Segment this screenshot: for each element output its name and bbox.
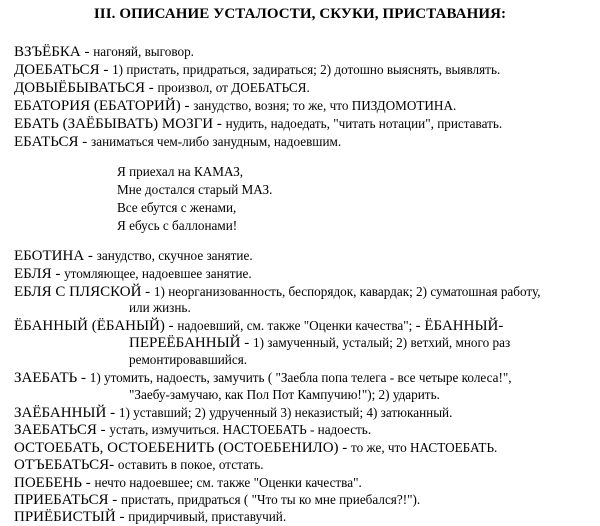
- entry-term: - ЁБАННЫЙ-: [415, 318, 504, 334]
- entry-term: ЗАЕБАТЬ -: [14, 370, 90, 386]
- dictionary-line: [14, 247, 253, 265]
- dictionary-line: [129, 386, 440, 403]
- dictionary-line: [14, 508, 286, 526]
- entry-term: ЕБЛЯ С ПЛЯСКОЙ -: [14, 284, 154, 300]
- entry-term: ЕБЛЯ -: [14, 266, 65, 282]
- entry-definition: произвол, от ДОЕБАТЬСЯ.: [157, 80, 310, 95]
- entry-definition: 1) утомить, надоесть, замучить ( "Заебла попа телега - все четыре колеса!",: [89, 370, 512, 385]
- dictionary-line: [129, 299, 191, 316]
- entry-term: ОТЪЕБАТЬСЯ-: [14, 457, 118, 473]
- entry-term: ПЕРЕЁБАННЫЙ -: [129, 335, 253, 351]
- poem-line: Я приехал на КАМАЗ,: [117, 164, 244, 179]
- entry-definition: 1) пристать, придраться, задираться; 2) дотошно выяснять, выявлять.: [112, 62, 501, 77]
- entry-definition: 1) замученный, усталый; 2) ветхий, много раз: [252, 335, 511, 350]
- entry-term: ПРИЕБАТЬСЯ -: [14, 492, 122, 508]
- entry-term: ЕБАТЬ (ЗАЁБЫВАТЬ) МОЗГИ -: [14, 116, 226, 132]
- dictionary-line: [14, 265, 252, 283]
- dictionary-line: [14, 439, 497, 457]
- entry-term: ЕБАТОРИЯ (ЕБАТОРИЙ) -: [14, 98, 194, 114]
- dictionary-line: [14, 404, 452, 422]
- poem-line: Все ебутся с женами,: [117, 200, 237, 215]
- entry-term: ПРИЁБИСТЫЙ -: [14, 509, 129, 525]
- dictionary-line: [14, 79, 310, 97]
- entry-definition: оставить в покое, отстать.: [117, 457, 264, 472]
- entry-definition: или жизнь.: [129, 300, 191, 315]
- entry-definition: нечто надоевшее; см. также "Оценки качества".: [94, 475, 362, 490]
- poem-line: Мне достался старый МАЗ.: [117, 182, 273, 197]
- entry-definition: заниматься чем-либо занудным, надоевшим.: [91, 134, 342, 149]
- entry-term: ПОЕБЕНЬ -: [14, 475, 95, 491]
- dictionary-line: [14, 474, 362, 492]
- entry-term: ОСТОЕБАТЬ, ОСТОЕБЕНИТЬ (ОСТОЕБЕНИЛО) -: [14, 440, 352, 456]
- entry-definition: 1) неорганизованность, беспорядок, кавардак; 2) суматошная работу,: [153, 284, 541, 299]
- dictionary-line: [14, 491, 420, 509]
- entry-definition: утомляющее, надоевшее занятие.: [64, 266, 252, 281]
- entry-term: ВЗЪЁБКА -: [14, 44, 94, 60]
- dictionary-line: [14, 61, 500, 79]
- entry-definition: пристать, придраться ( "Что ты ко мне приебался?!").: [121, 492, 421, 507]
- entry-term: ЗАЕБАТЬСЯ -: [14, 422, 110, 438]
- entry-term: ЁБАННЫЙ (ЁБАНЫЙ) -: [14, 318, 178, 334]
- dictionary-line: [14, 43, 194, 61]
- entry-term: ДОЕБАТЬСЯ -: [14, 62, 113, 78]
- dictionary-line: [14, 317, 503, 335]
- dictionary-line: [129, 334, 510, 352]
- entry-term: ДОВЫЁБЫВАТЬСЯ -: [14, 80, 158, 96]
- entry-definition: ремонтировавшийся.: [129, 352, 248, 367]
- poem-line: Я ебусь с баллонами!: [117, 218, 238, 233]
- entry-definition: то же, что НАСТОЕБАТЬ.: [351, 440, 498, 455]
- dictionary-line: [14, 369, 512, 387]
- entry-definition: "Заебу-замучаю, как Пол Пот Кампучию!"); 2) ударить.: [129, 387, 440, 402]
- dictionary-line: [14, 97, 456, 115]
- entry-term: ЕБОТИНА -: [14, 248, 97, 264]
- entry-term: ЕБАТЬСЯ -: [14, 134, 91, 150]
- dictionary-line: [14, 456, 264, 474]
- entry-definition: 1) уставший; 2) удрученный 3) неказистый; 4) затюканный.: [118, 405, 453, 420]
- section-heading: III. ОПИСАНИЕ УСТАЛОСТИ, СКУКИ, ПРИСТАВАНИЯ:: [93, 6, 507, 22]
- dictionary-line: [14, 283, 541, 301]
- entry-definition: занудство, возня; то же, что ПИЗДОМОТИНА.: [193, 98, 457, 113]
- entry-definition: устать, измучиться. НАСТОЕБАТЬ - надоесть.: [109, 422, 372, 437]
- entry-definition: занудство, скучное занятие.: [96, 248, 253, 263]
- dictionary-line: [14, 421, 371, 439]
- entry-definition: придирчивый, приставучий.: [128, 509, 287, 524]
- entry-definition: надоевший, см. также "Оценки качества";: [177, 318, 416, 333]
- dictionary-line: [14, 133, 341, 151]
- entry-definition: нагоняй, выговор.: [93, 44, 194, 59]
- dictionary-line: [14, 115, 502, 133]
- entry-definition: нудить, надоедать, "читать нотации", приставать.: [225, 116, 503, 131]
- entry-term: ЗАЁБАННЫЙ -: [14, 405, 119, 421]
- dictionary-line: [129, 351, 247, 368]
